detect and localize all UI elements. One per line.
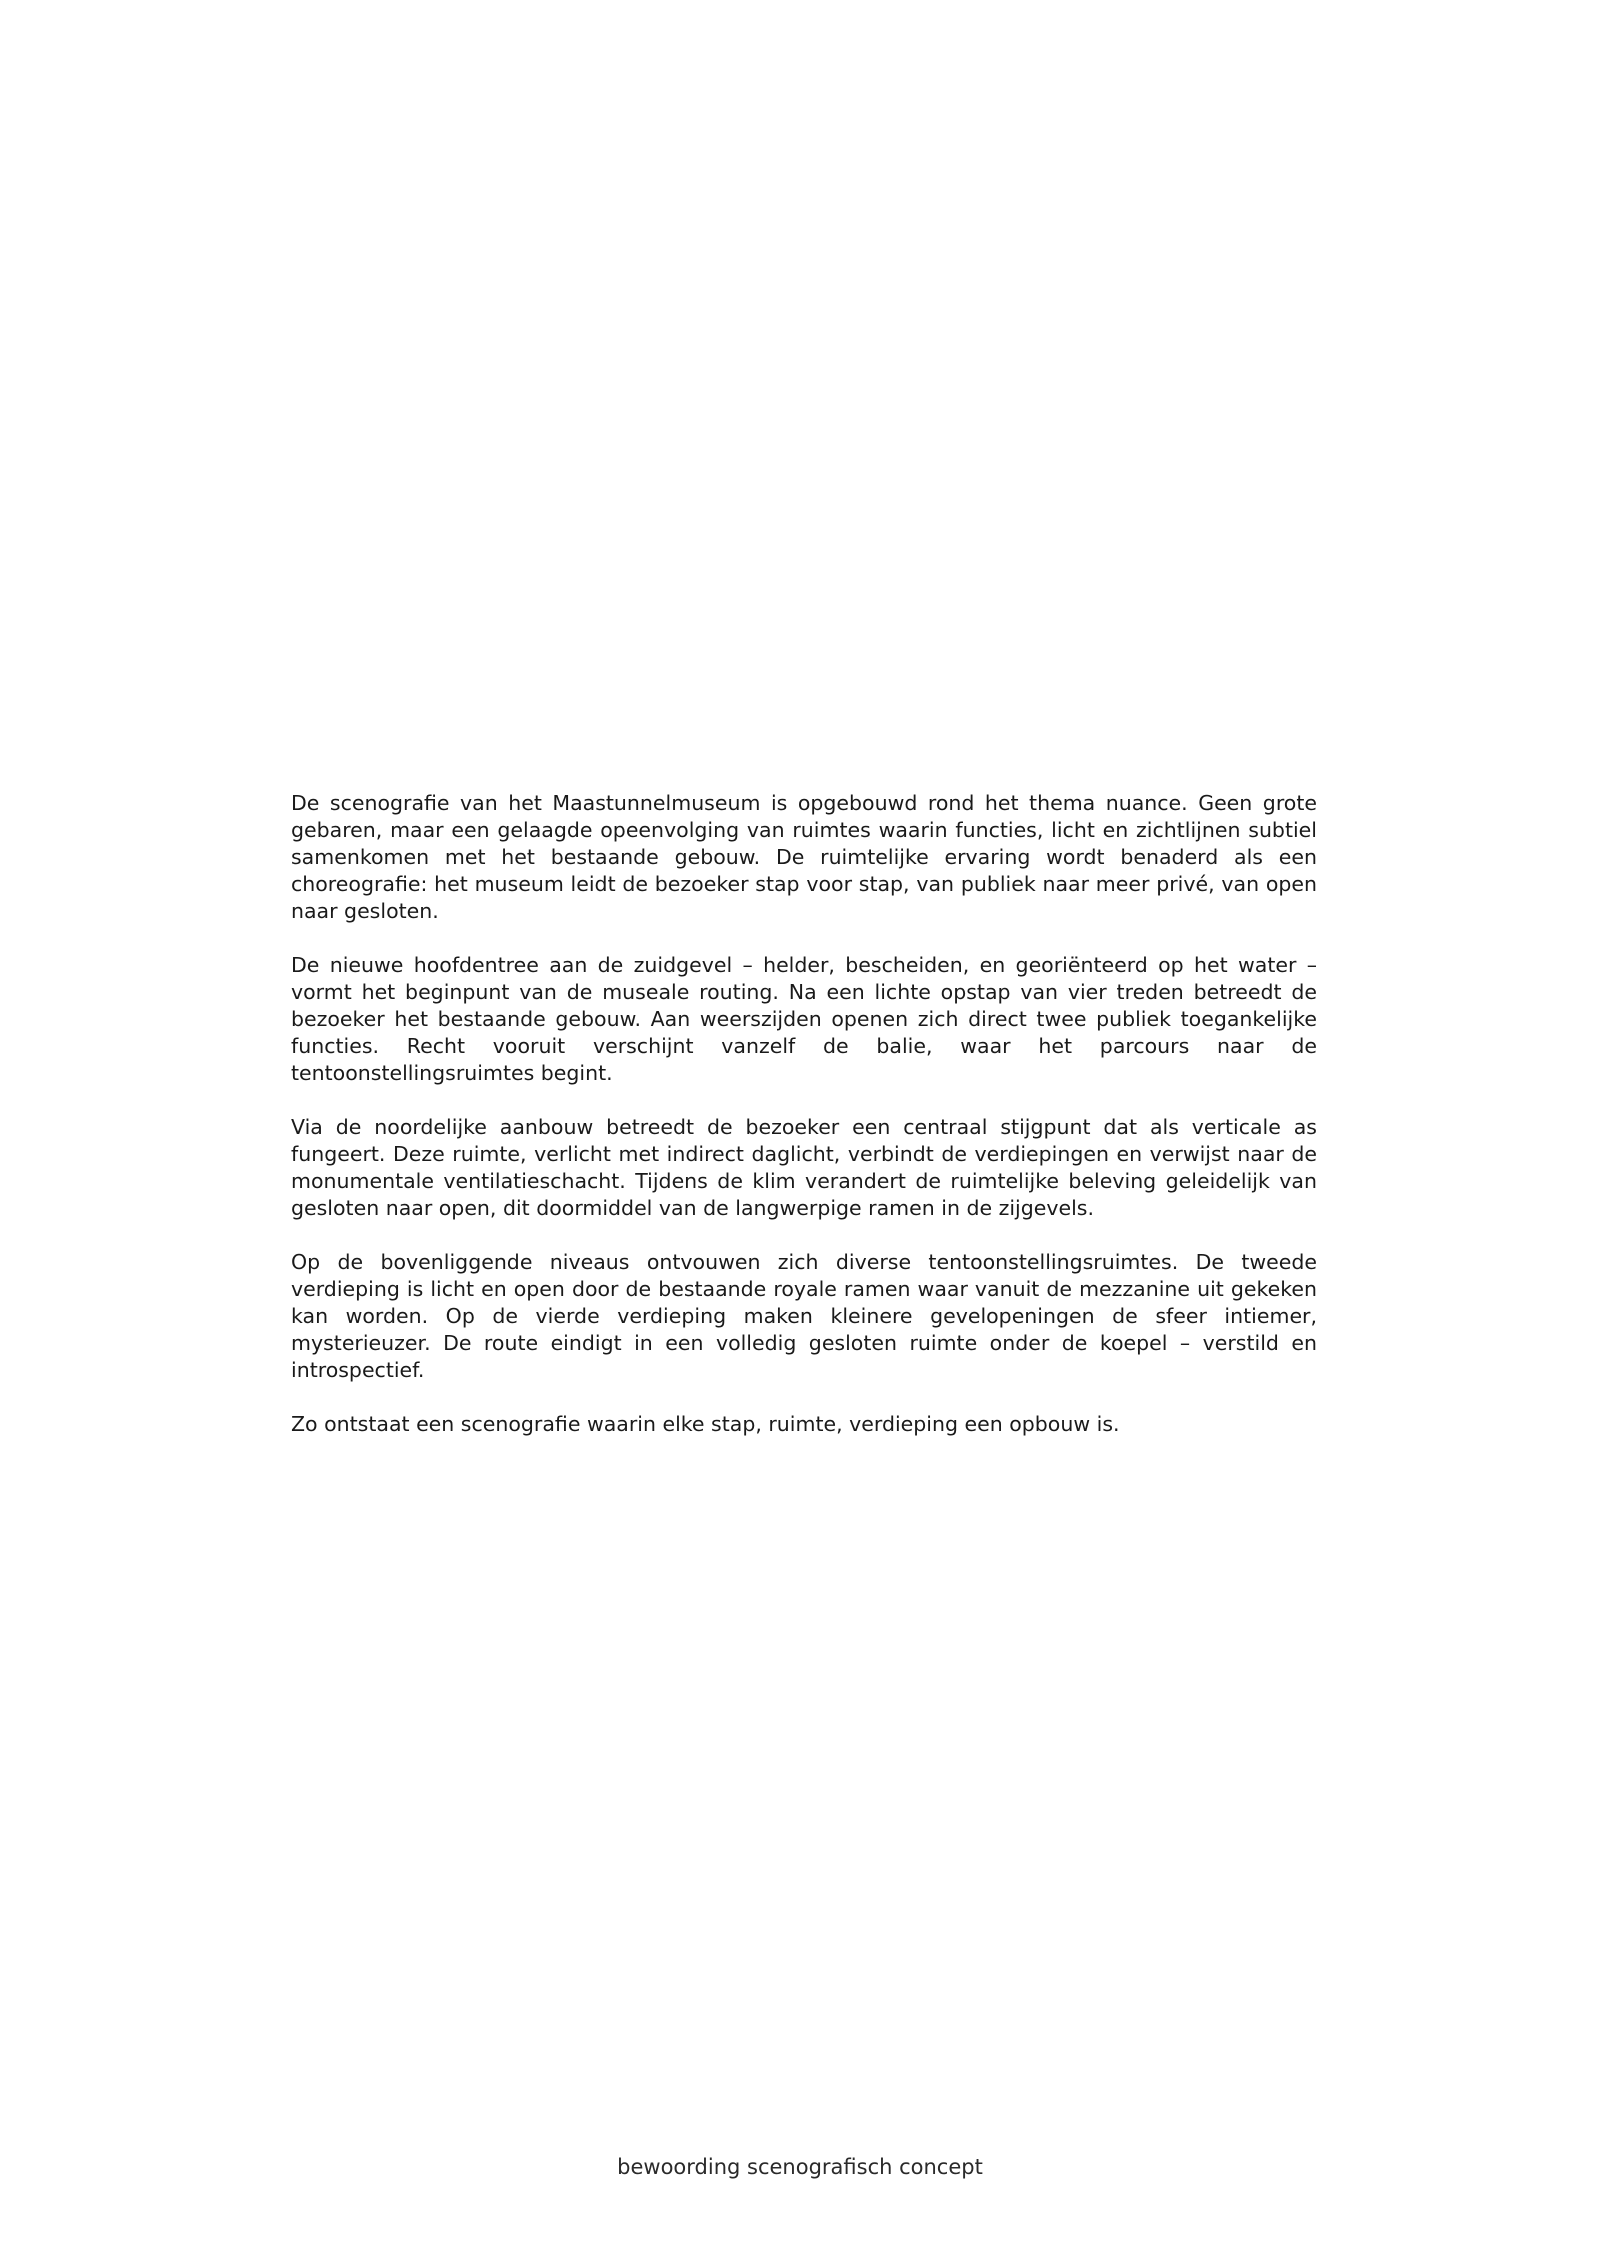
page-footer-caption: bewoording scenografisch concept xyxy=(617,2155,983,2179)
paragraph-exhibition-floors: Op de bovenliggende niveaus ontvouwen zich diverse tentoonstellingsruimtes. De tweede verdieping is licht en open door de bestaande royale ramen waar vanuit de mezzanine uit gekeken kan worden. Op de vierde verdieping maken kleinere gevelopeningen de sfeer intiemer, mysterieuzer. De route eindigt in een volledig gesloten ruimte onder de koepel – verstild en introspectief. xyxy=(291,1250,1317,1382)
paragraph-intro: De scenografie van het Maastunnelmuseum is opgebouwd rond het thema nuance. Geen grote gebaren, maar een gelaagde opeenvolging van ruimtes waarin functies, licht en zichtlijnen subtiel samenkomen met het bestaande gebouw. De ruimtelijke ervaring wordt benaderd als een choreografie: het museum leidt de bezoeker stap voor stap, van publiek naar meer privé, van open naar gesloten. xyxy=(291,791,1317,923)
paragraph-entrance: De nieuwe hoofdentree aan de zuidgevel – helder, bescheiden, en georiënteerd op het water – vormt het beginpunt van de museale routing. Na een lichte opstap van vier treden betreedt de bezoeker het bestaande gebouw. Aan weerszijden openen zich direct twee publiek toegankelijke functies. Recht vooruit verschijnt vanzelf de balie, waar het parcours naar de tentoonstellingsruimtes begint. xyxy=(291,953,1317,1085)
paragraph-conclusion: Zo ontstaat een scenografie waarin elke stap, ruimte, verdieping een opbouw is. xyxy=(291,1412,1120,1436)
paragraph-circulation: Via de noordelijke aanbouw betreedt de bezoeker een centraal stijgpunt dat als verticale as fungeert. Deze ruimte, verlicht met indirect daglicht, verbindt de verdiepingen en verwijst naar de monumentale ventilatieschacht. Tijdens de klim verandert de ruimtelijke beleving geleidelijk van gesloten naar open, dit doormiddel van de langwerpige ramen in de zijgevels. xyxy=(291,1115,1317,1220)
body-text xyxy=(291,790,1317,1465)
